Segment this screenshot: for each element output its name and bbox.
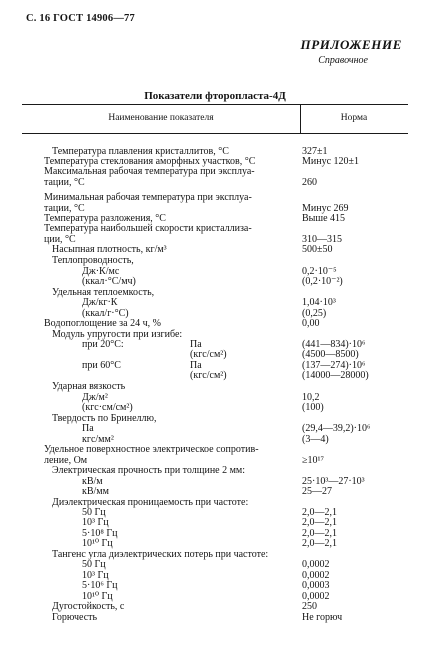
row-name: при 20°С: [82, 339, 124, 350]
row-value: (441—834)·10⁶ [302, 339, 366, 350]
row-name: 10³ Гц [82, 570, 109, 581]
row-value: (4500—8500) [302, 349, 359, 360]
row-name: тации, °С [44, 177, 85, 188]
row-name: при 60°С [82, 360, 121, 371]
row-unit: (кгс/см²) [190, 370, 227, 381]
row-value: 2,0—2,1 [302, 507, 337, 518]
row-name: 5·10⁸ Гц [82, 528, 118, 539]
row-name: Дж/м² [82, 392, 108, 403]
row-value: 25—27 [302, 486, 332, 497]
row-value: 0,2·10⁻⁵ [302, 266, 337, 277]
row-name: Ударная вязкость [52, 381, 126, 392]
row-name: Насыпная плотность, кг/м³ [52, 244, 167, 255]
table-row [0, 402, 430, 413]
row-value: (137—274)·10⁶ [302, 360, 366, 371]
row-name: кгс/мм² [82, 434, 114, 445]
row-name: (кгс·см/см²) [82, 402, 133, 413]
table-row [0, 381, 430, 392]
row-value: Минус 269 [302, 203, 349, 214]
row-name: ции, °С [44, 234, 76, 245]
table-title: Показатели фторопласта-4Д [144, 90, 286, 102]
table-row [0, 486, 430, 497]
row-value: 0,00 [302, 318, 320, 329]
page-header: С. 16 ГОСТ 14906—77 [26, 13, 135, 24]
row-value: 2,0—2,1 [302, 528, 337, 539]
table-row [0, 370, 430, 381]
row-name: Удельное поверхностное электрическое сопротив- [44, 444, 259, 455]
header-bottom-rule [22, 133, 408, 134]
row-name: Температура плавления кристаллитов, °С [52, 146, 229, 157]
row-value: 2,0—2,1 [302, 517, 337, 528]
column-header-name: Наименование показателя [108, 113, 214, 123]
row-name: Удельная теплоемкость, [52, 287, 155, 298]
row-value: 260 [302, 177, 317, 188]
table-row [0, 465, 430, 476]
table-row [0, 192, 430, 203]
row-value: 0,0002 [302, 591, 330, 602]
row-name: Водопоглощение за 24 ч, % [44, 318, 161, 329]
row-name: Дж·К/мс [82, 266, 120, 277]
row-name: Максимальная рабочая температура при эксплуа- [44, 166, 255, 177]
table-row [0, 559, 430, 570]
row-value: 0,0003 [302, 580, 330, 591]
table-row [0, 276, 430, 287]
row-name: кВ/м [82, 476, 103, 487]
table-row [0, 166, 430, 177]
row-name: Минимальная рабочая температура при эксплуа- [44, 192, 252, 203]
row-name: 50 Гц [82, 507, 106, 518]
row-name: Температура наибольшей скорости кристаллиза- [44, 223, 252, 234]
row-name: (ккал/г·°С) [82, 308, 129, 319]
row-name: Твердость по Бринеллю, [52, 413, 157, 424]
row-name: Температура стеклования аморфных участков, °С [44, 156, 256, 167]
row-value: (14000—28000) [302, 370, 369, 381]
row-name: 10¹⁰ Гц [82, 538, 113, 549]
row-name: Электрическая прочность при толщине 2 мм: [52, 465, 246, 476]
table-row [0, 244, 430, 255]
table-row [0, 423, 430, 434]
row-value: 327±1 [302, 146, 328, 157]
row-name: Модуль упругости при изгибе: [52, 329, 183, 340]
row-unit: Па [190, 360, 202, 371]
row-value: 310—315 [302, 234, 342, 245]
row-value: (0,25) [302, 308, 327, 319]
row-value: Не горюч [302, 612, 343, 623]
row-name: кВ/мм [82, 486, 109, 497]
row-name: Тангенс угла диэлектрических потерь при частоте: [52, 549, 269, 560]
row-name: (ккал·°С/мч) [82, 276, 136, 287]
row-value: ≥10¹⁷ [302, 455, 324, 466]
appendix-label: ПРИЛОЖЕНИЕ [300, 37, 402, 52]
row-name: тации, °С [44, 203, 85, 214]
row-name: 10¹⁰ Гц [82, 591, 113, 602]
row-value: (100) [302, 402, 324, 413]
row-unit: Па [190, 339, 202, 350]
table-row [0, 349, 430, 360]
row-name: Горючесть [52, 612, 98, 623]
row-value: 25·10³—27·10³ [302, 476, 365, 487]
row-value: Минус 120±1 [302, 156, 360, 167]
row-unit: (кгс/см²) [190, 349, 227, 360]
table-row [0, 255, 430, 266]
table-top-rule [22, 104, 408, 105]
table-row [0, 318, 430, 329]
table-row [0, 601, 430, 612]
table-row [0, 444, 430, 455]
row-value: 250 [302, 601, 317, 612]
table-row [0, 177, 430, 188]
row-value: 2,0—2,1 [302, 538, 337, 549]
row-name: Дугостойкость, с [52, 601, 125, 612]
row-name: Теплопроводность, [52, 255, 134, 266]
table-row [0, 223, 430, 234]
column-header-norm: Норма [340, 113, 368, 123]
row-value: 0,0002 [302, 570, 330, 581]
row-value: (0,2·10⁻²) [302, 276, 343, 287]
row-name: 10³ Гц [82, 517, 109, 528]
table-row [0, 580, 430, 591]
row-name: ление, Ом [44, 455, 88, 466]
row-name: Па [82, 423, 94, 434]
row-value: 500±50 [302, 244, 333, 255]
row-name: 5·10⁶ Гц [82, 580, 118, 591]
table-row [0, 538, 430, 549]
row-name: 50 Гц [82, 559, 106, 570]
table-row [0, 612, 430, 623]
table-row [0, 517, 430, 528]
row-value: 10,2 [302, 392, 320, 403]
row-name: Дж/кг·К [82, 297, 118, 308]
table-row [0, 297, 430, 308]
row-name: Диэлектрическая проницаемость при частоте: [52, 497, 249, 508]
row-value: (3—4) [302, 434, 329, 445]
row-value: Выше 415 [302, 213, 346, 224]
row-value: 1,04·10³ [302, 297, 336, 308]
row-value: 0,0002 [302, 559, 330, 570]
row-name: Температура разложения, °С [44, 213, 166, 224]
row-value: (29,4—39,2)·10⁶ [302, 423, 371, 434]
reference-label: Справочное [318, 55, 368, 66]
